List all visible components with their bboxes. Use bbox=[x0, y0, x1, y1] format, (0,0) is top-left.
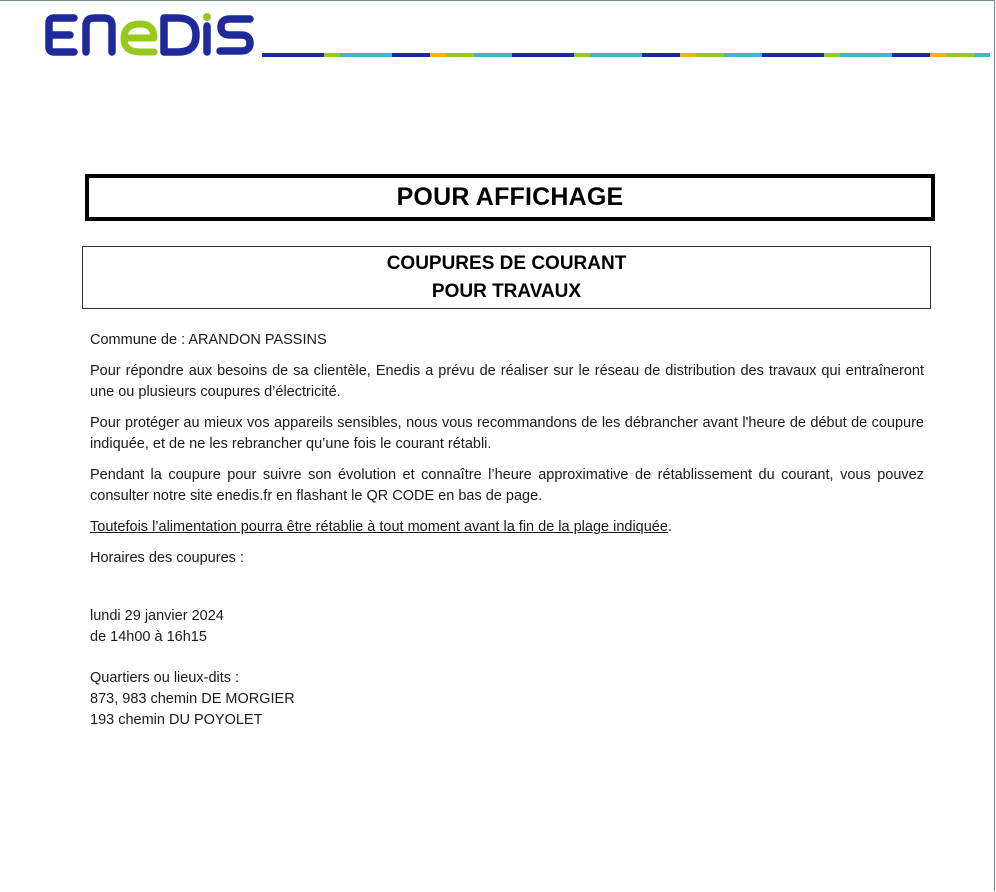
location-item: 873, 983 chemin DE MORGIER bbox=[90, 691, 295, 707]
locations-heading: Quartiers ou lieux-dits : bbox=[90, 670, 240, 686]
title-box bbox=[85, 174, 935, 221]
paragraph-tracking: Pendant la coupure pour suivre son évolution et connaître l’heure approximative de rétablissement du courant, vous pouvez consulter notre site enedis.fr en flashant le QR CODE en bas de page. bbox=[90, 467, 924, 504]
location-item: 193 chemin DU POYOLET bbox=[90, 712, 263, 728]
restoration-notice bbox=[90, 517, 924, 538]
restoration-notice-suffix: . bbox=[667, 519, 672, 535]
restoration-notice-text: Toutefois l’alimentation pourra être rétablie à tout moment avant la fin de la plage indiquée bbox=[90, 519, 668, 535]
commune-line: Commune de : ARANDON PASSINS bbox=[90, 332, 327, 348]
schedule-heading: Horaires des coupures : bbox=[90, 550, 244, 566]
subtitle-line-2: POUR TRAVAUX bbox=[431, 280, 582, 302]
locations-block bbox=[90, 668, 295, 731]
schedule-date: lundi 29 janvier 2024 bbox=[90, 608, 224, 624]
notice-body bbox=[90, 330, 924, 579]
paragraph-devices: Pour protéger au mieux vos appareils sensibles, nous vous recommandons de les débrancher avant l'heure de début de coupure indiquée, et de ne les rebrancher qu’une fois le courant rétabli. bbox=[90, 415, 924, 452]
subtitle-line-1: COUPURES DE COURANT bbox=[386, 252, 627, 274]
schedule-block bbox=[90, 606, 224, 648]
schedule-time: de 14h00 à 16h15 bbox=[90, 629, 207, 645]
enedis-logo bbox=[44, 12, 256, 58]
brand-color-rule bbox=[262, 53, 990, 57]
subtitle-box bbox=[82, 246, 931, 309]
page-title: POUR AFFICHAGE bbox=[396, 183, 624, 211]
paragraph-works: Pour répondre aux besoins de sa clientèle, Enedis a prévu de réaliser sur le réseau de distribution des travaux qui entraîneront une ou plusieurs coupures d’électricité. bbox=[90, 363, 924, 400]
